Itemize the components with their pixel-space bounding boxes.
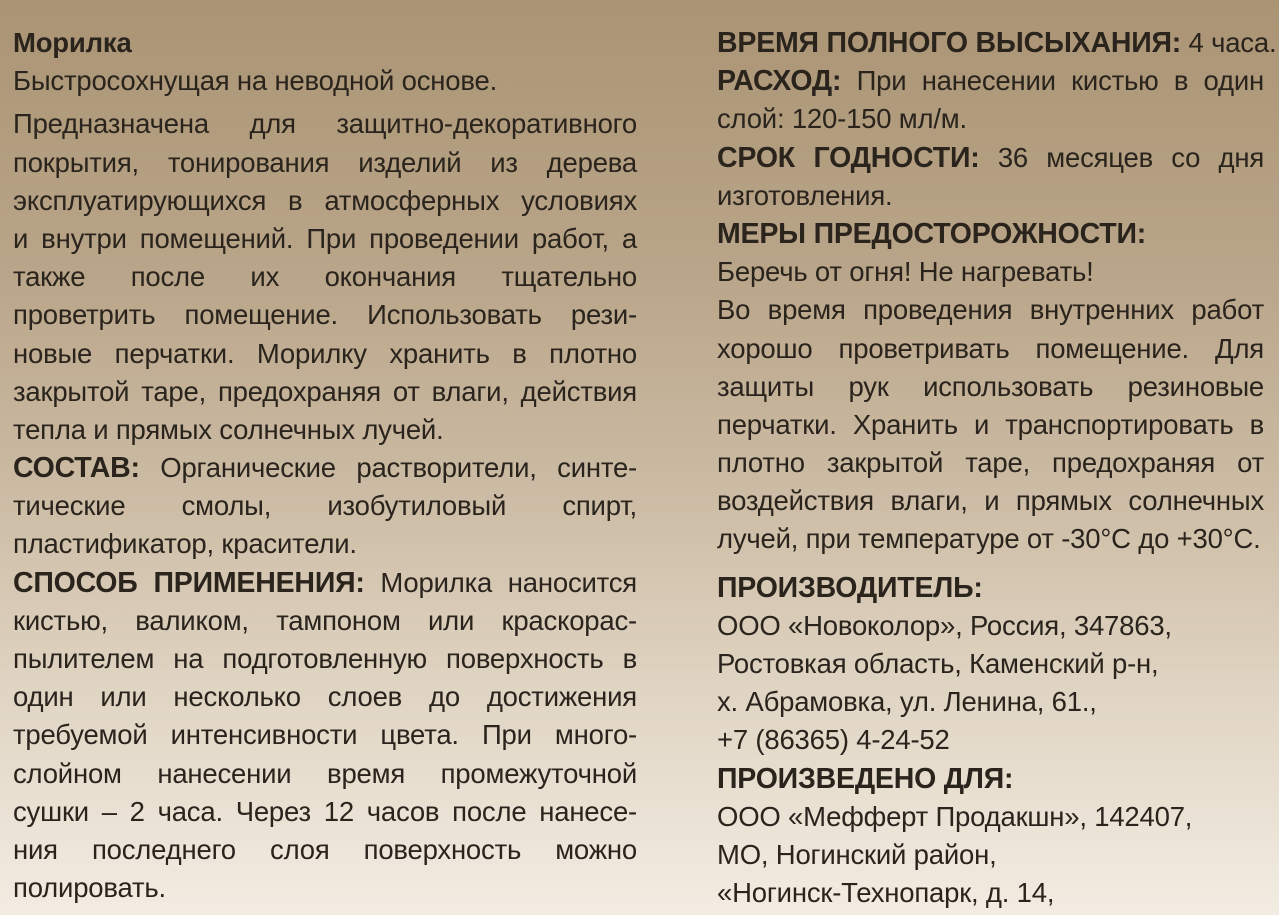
manufacturer-line: ООО «Новоколор», Россия, 347863, xyxy=(717,609,1172,641)
product-title: Морилка xyxy=(13,27,132,58)
composition-line: пластификатор, красители. xyxy=(13,528,357,560)
method-line: слойном нанесении время промежуточной xyxy=(13,757,637,789)
composition-line: тические смолы, изобутиловый спирт, xyxy=(13,490,637,522)
description-line: новые перчатки. Морилку хранить в плотно xyxy=(13,337,637,369)
description-line: покрытия, тонирования изделий из дерева xyxy=(13,146,637,178)
manufacturer-line: х. Абрамовка, ул. Ленина, 61., xyxy=(717,686,1097,718)
shelf-line: изготовления. xyxy=(717,179,893,211)
produced-for-line: «Ногинск-Технопарк, д. 14, xyxy=(717,877,1055,909)
precautions-line: перчатки. Хранить и транспортировать в xyxy=(717,408,1264,440)
method-line: кистью, валиком, тампоном или краскорас- xyxy=(13,604,637,636)
precautions-line: Во время проведения внутренних работ xyxy=(717,294,1264,326)
description-line: также после их окончания тщательно xyxy=(13,261,637,293)
precautions-heading: МЕРЫ ПРЕДОСТОРОЖНОСТИ: xyxy=(717,217,1147,250)
precautions-line: Беречь от огня! Не нагревать! xyxy=(717,256,1094,288)
left-column xyxy=(13,24,637,907)
produced-for-line: ООО «Мефферт Продакшн», 142407, xyxy=(717,800,1193,832)
shelf-heading: СРОК ГОДНОСТИ: xyxy=(717,141,980,174)
method-line: полировать. xyxy=(13,872,166,904)
produced-for-line: МО, Ногинский район, xyxy=(717,838,997,870)
precautions-line: воздействия влаги, и прямых солнечных xyxy=(717,485,1264,517)
method-line: требуемой интенсивности цвета. При много- xyxy=(13,719,637,751)
consumption-text: При нанесении кистью в один xyxy=(841,65,1264,97)
description-line: тепла и прямых солнечных лучей. xyxy=(13,413,444,445)
composition-heading: СОСТАВ: xyxy=(13,452,140,485)
description-line: эксплуатирующихся в атмосферных условиях xyxy=(13,184,637,216)
consumption xyxy=(717,62,1264,100)
description-line: проветрить помещение. Использовать рези- xyxy=(13,299,637,331)
drying-value: 4 часа. xyxy=(1181,27,1277,58)
manufacturer-phone: +7 (86365) 4-24-52 xyxy=(717,724,950,756)
description-line: закрытой таре, предохраняя от влаги, действия xyxy=(13,375,637,407)
method-line: ния последнего слоя поверхность можно xyxy=(13,833,637,865)
method-heading: СПОСОБ ПРИМЕНЕНИЯ: xyxy=(13,566,365,599)
method-section xyxy=(13,564,637,602)
precautions-line: плотно закрытой таре, предохраняя от xyxy=(717,447,1264,479)
drying-heading: ВРЕМЯ ПОЛНОГО ВЫСЫХАНИЯ: xyxy=(717,27,1182,59)
method-text: Морилка наносится xyxy=(364,566,637,598)
produced-for-heading: ПРОИЗВЕДЕНО ДЛЯ: xyxy=(717,762,1014,795)
precautions-line: лучей, при температуре от -30°С до +30°С. xyxy=(717,523,1261,555)
shelf-life xyxy=(717,139,1264,177)
consumption-line: слой: 120-150 мл/м. xyxy=(717,103,967,135)
description-line: Предназначена для защитно-декоративного xyxy=(13,108,637,140)
manufacturer-heading: ПРОИЗВОДИТЕЛЬ: xyxy=(717,571,983,604)
shelf-text: 36 месяцев со дня xyxy=(979,141,1265,173)
method-line: сушки – 2 часа. Через 12 часов после нанесе- xyxy=(13,795,637,827)
precautions-line: защиты рук использовать резиновые xyxy=(717,370,1264,402)
composition-section xyxy=(13,449,637,487)
consumption-heading: РАСХОД: xyxy=(717,65,842,98)
manufacturer-line: Ростовкая область, Каменский р-н, xyxy=(717,648,1159,679)
method-line: пылителем на подготовленную поверхность в xyxy=(13,643,637,674)
right-column xyxy=(717,24,1277,912)
method-line: один или несколько слоев до достижения xyxy=(13,681,637,713)
product-subtitle: Быстросохнущая на неводной основе. xyxy=(13,65,498,97)
description-line: и внутри помещений. При проведении работ, а xyxy=(13,222,637,254)
precautions-line: хорошо проветривать помещение. Для xyxy=(717,332,1264,364)
composition-text: Органические растворители, синте- xyxy=(139,452,637,484)
drying-time xyxy=(717,24,1277,62)
